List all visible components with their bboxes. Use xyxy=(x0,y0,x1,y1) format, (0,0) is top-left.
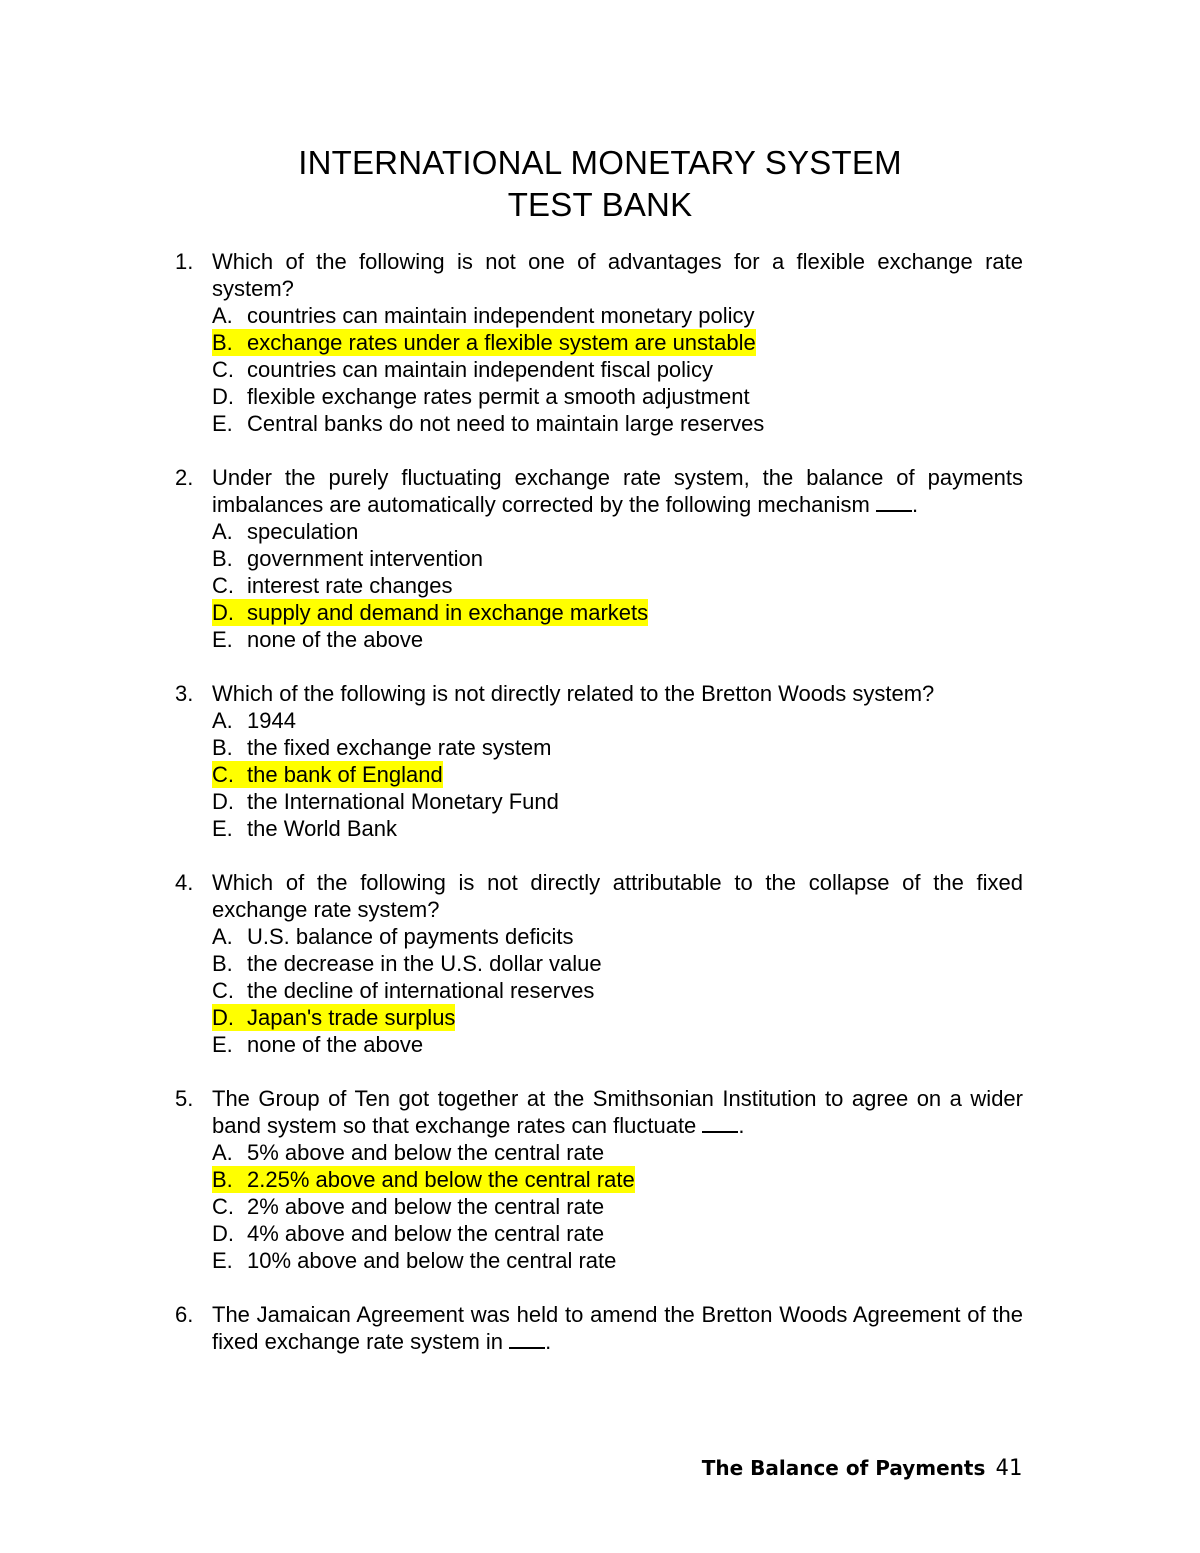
answer-option xyxy=(212,626,1200,653)
option-text: government intervention xyxy=(247,546,484,571)
answer-option xyxy=(212,1004,1200,1031)
answer-option xyxy=(212,1193,1200,1220)
answer-option xyxy=(212,923,1200,950)
option-text: 4% above and below the central rate xyxy=(247,1221,605,1246)
question-number: 4. xyxy=(175,870,194,895)
option-content xyxy=(212,1193,604,1220)
question-number: 2. xyxy=(175,465,194,490)
option-text: exchange rates under a flexible system are unstable xyxy=(247,330,756,355)
option-list xyxy=(0,518,1200,653)
option-text: U.S. balance of payments deficits xyxy=(247,924,574,949)
option-letter: E. xyxy=(212,1248,233,1273)
question-text: The Jamaican Agreement was held to amend the Bretton Woods Agreement of the fixed exchange rate system in . xyxy=(212,1302,1023,1354)
option-letter: C. xyxy=(212,762,234,787)
option-letter: E. xyxy=(212,627,233,652)
answer-option xyxy=(212,1247,1200,1274)
option-letter: B. xyxy=(212,546,233,571)
question-text-content: Which of the following is not directly attributable to the collapse of the fixed exchange rate system? xyxy=(212,870,1023,922)
option-content xyxy=(212,302,755,329)
option-text: interest rate changes xyxy=(247,573,453,598)
option-letter: A. xyxy=(212,1140,233,1165)
page-footer xyxy=(702,1455,1022,1481)
highlighted-answer xyxy=(212,1004,455,1031)
option-letter: C. xyxy=(212,357,234,382)
answer-option xyxy=(212,518,1200,545)
option-content xyxy=(212,410,764,437)
question-list xyxy=(0,248,1200,1382)
answer-option xyxy=(212,572,1200,599)
answer-option xyxy=(212,329,1200,356)
question-text-content: Under the purely fluctuating exchange rate system, the balance of payments imbalances are automatically corrected by the following mechanism xyxy=(212,465,1023,517)
answer-option xyxy=(212,977,1200,1004)
question-text xyxy=(212,680,1023,707)
question-text-content: The Group of Ten got together at the Smithsonian Institution to agree on a wider band system so that exchange rates can fluctuate xyxy=(212,1086,1023,1138)
option-letter: A. xyxy=(212,303,233,328)
option-text: flexible exchange rates permit a smooth adjustment xyxy=(247,384,750,409)
option-list xyxy=(0,923,1200,1058)
answer-option xyxy=(212,788,1200,815)
option-content xyxy=(212,923,574,950)
answer-option xyxy=(212,599,1200,626)
option-content xyxy=(212,707,296,734)
option-text: the World Bank xyxy=(247,816,398,841)
option-letter: D. xyxy=(212,384,234,409)
option-content xyxy=(212,518,358,545)
option-text: 10% above and below the central rate xyxy=(247,1248,617,1273)
option-letter: D. xyxy=(212,789,234,814)
answer-blank xyxy=(702,1114,738,1133)
option-text: countries can maintain independent monetary policy xyxy=(247,303,755,328)
option-text: 2.25% above and below the central rate xyxy=(247,1167,635,1192)
option-letter: E. xyxy=(212,411,233,436)
option-text: the fixed exchange rate system xyxy=(247,735,552,760)
option-letter: C. xyxy=(212,1194,234,1219)
question-number: 6. xyxy=(175,1302,194,1327)
question-text-content: The Jamaican Agreement was held to amend the Bretton Woods Agreement of the fixed exchange rate system in xyxy=(212,1302,1023,1354)
option-letter: A. xyxy=(212,708,233,733)
answer-option xyxy=(212,761,1200,788)
option-content xyxy=(212,356,713,383)
option-text: Central banks do not need to maintain large reserves xyxy=(247,411,765,436)
answer-option xyxy=(212,707,1200,734)
option-text: none of the above xyxy=(247,627,424,652)
option-content xyxy=(212,1139,604,1166)
question-number: 5. xyxy=(175,1086,194,1111)
option-content xyxy=(212,626,423,653)
question-item xyxy=(0,680,1200,842)
option-text: the bank of England xyxy=(247,762,443,787)
answer-option xyxy=(212,356,1200,383)
option-content xyxy=(212,1031,423,1058)
answer-option xyxy=(212,950,1200,977)
option-content xyxy=(212,788,559,815)
answer-blank xyxy=(876,493,912,512)
option-content xyxy=(212,383,750,410)
answer-option xyxy=(212,383,1200,410)
answer-option xyxy=(212,1031,1200,1058)
question-item xyxy=(0,869,1200,1058)
option-text: Japan's trade surplus xyxy=(247,1005,456,1030)
answer-option xyxy=(212,545,1200,572)
question-text: The Group of Ten got together at the Smithsonian Institution to agree on a wider band system so that exchange rates can fluctuate . xyxy=(212,1086,1023,1138)
option-letter: D. xyxy=(212,600,234,625)
question-number: 1. xyxy=(175,249,194,274)
option-letter: B. xyxy=(212,735,233,760)
option-text: supply and demand in exchange markets xyxy=(247,600,649,625)
question-text xyxy=(212,248,1023,302)
option-letter: A. xyxy=(212,924,233,949)
option-letter: A. xyxy=(212,519,233,544)
answer-option xyxy=(212,734,1200,761)
option-text: 5% above and below the central rate xyxy=(247,1140,605,1165)
option-text: countries can maintain independent fiscal policy xyxy=(247,357,713,382)
question-item xyxy=(0,1301,1200,1355)
option-content xyxy=(212,545,483,572)
option-list xyxy=(0,302,1200,437)
option-text: the decrease in the U.S. dollar value xyxy=(247,951,602,976)
option-content xyxy=(212,1247,616,1274)
question-number: 3. xyxy=(175,681,194,706)
document-subtitle: TEST BANK xyxy=(507,186,693,223)
option-content xyxy=(212,1220,604,1247)
option-letter: D. xyxy=(212,1221,234,1246)
option-letter: E. xyxy=(212,816,233,841)
option-letter: B. xyxy=(212,330,233,355)
option-text: the decline of international reserves xyxy=(247,978,595,1003)
option-list xyxy=(0,707,1200,842)
answer-option xyxy=(212,815,1200,842)
question-item xyxy=(0,248,1200,437)
option-content xyxy=(212,815,397,842)
question-item xyxy=(0,1085,1200,1274)
option-text: the International Monetary Fund xyxy=(247,789,559,814)
answer-option xyxy=(212,1220,1200,1247)
option-letter: B. xyxy=(212,1167,233,1192)
option-text: 1944 xyxy=(247,708,296,733)
highlighted-answer xyxy=(212,1166,635,1193)
option-content xyxy=(212,734,552,761)
highlighted-answer xyxy=(212,599,648,626)
document-title: INTERNATIONAL MONETARY SYSTEM xyxy=(298,144,902,181)
question-text-content: Which of the following is not directly related to the Bretton Woods system? xyxy=(212,681,935,706)
option-text: none of the above xyxy=(247,1032,424,1057)
page-number: 41 xyxy=(995,1456,1022,1481)
answer-option xyxy=(212,1166,1200,1193)
answer-option xyxy=(212,1139,1200,1166)
answer-option xyxy=(212,302,1200,329)
answer-blank xyxy=(509,1330,545,1349)
option-letter: C. xyxy=(212,978,234,1003)
option-content xyxy=(212,950,602,977)
question-item xyxy=(0,464,1200,653)
option-text: speculation xyxy=(247,519,359,544)
highlighted-answer xyxy=(212,329,756,356)
question-text-content: Which of the following is not one of advantages for a flexible exchange rate system? xyxy=(212,249,1023,301)
option-letter: B. xyxy=(212,951,233,976)
highlighted-answer xyxy=(212,761,443,788)
option-text: 2% above and below the central rate xyxy=(247,1194,605,1219)
question-text: Under the purely fluctuating exchange rate system, the balance of payments imbalances are automatically corrected by the following mechanism . xyxy=(212,465,1023,517)
option-letter: D. xyxy=(212,1005,234,1030)
option-letter: C. xyxy=(212,573,234,598)
option-list xyxy=(0,1139,1200,1274)
footer-title: The Balance of Payments xyxy=(701,1456,986,1480)
question-text xyxy=(212,869,1023,923)
option-content xyxy=(212,572,452,599)
option-letter: E. xyxy=(212,1032,233,1057)
option-content xyxy=(212,977,594,1004)
answer-option xyxy=(212,410,1200,437)
